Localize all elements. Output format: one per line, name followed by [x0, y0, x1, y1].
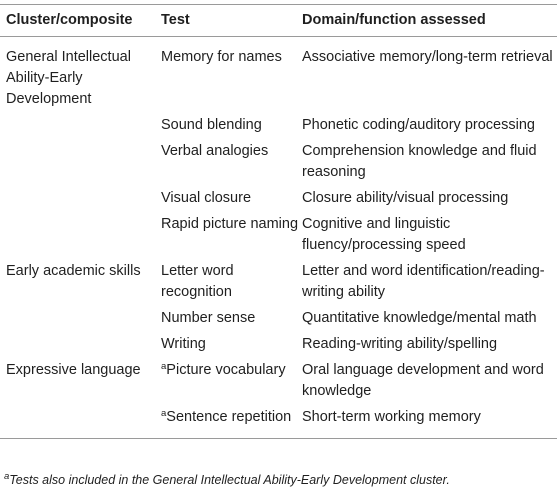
test-name: Rapid picture naming	[161, 216, 299, 232]
test-name: Memory for names	[161, 49, 282, 65]
cell-domain: Oral language development and word knowledge	[302, 362, 544, 399]
table-row	[0, 259, 557, 306]
table-row	[0, 306, 557, 332]
cell-domain: Reading-writing ability/spelling	[302, 336, 498, 352]
table-row	[0, 139, 557, 186]
header-cluster: Cluster/composite	[0, 5, 161, 37]
cell-cluster	[0, 332, 161, 358]
cell-test	[161, 306, 302, 332]
table-row	[0, 358, 557, 405]
footnote-text: Tests also included in the General Intellectual Ability-Early Development cluster.	[9, 473, 450, 487]
test-name: Letter word recognition	[161, 263, 234, 300]
cell-test	[161, 139, 302, 186]
table-row	[0, 37, 557, 114]
cell-cluster	[0, 186, 161, 212]
cell-test	[161, 37, 302, 114]
table-footnote	[4, 473, 450, 487]
cell-cluster: Expressive language	[6, 362, 141, 378]
cell-cluster: General Intellectual Ability-Early Development	[6, 49, 131, 107]
cell-cluster: Early academic skills	[6, 263, 141, 279]
cell-domain: Short-term working memory	[302, 405, 557, 439]
cell-test	[161, 332, 302, 358]
test-name: Sound blending	[161, 117, 262, 133]
cell-cluster	[0, 139, 161, 186]
cell-test	[161, 405, 302, 439]
cell-cluster	[0, 405, 161, 439]
table-row	[0, 405, 557, 439]
cell-domain: Quantitative knowledge/mental math	[302, 310, 537, 326]
table-row	[0, 186, 557, 212]
cell-cluster	[0, 113, 161, 139]
footnote-mark: a	[161, 361, 167, 372]
test-name: Sentence repetition	[166, 409, 292, 425]
cell-test	[161, 113, 302, 139]
test-name: Writing	[161, 336, 206, 352]
test-name: Verbal analogies	[161, 143, 269, 159]
header-test: Test	[161, 5, 302, 37]
footnote-mark: a	[161, 408, 167, 419]
cell-test	[161, 186, 302, 212]
cell-domain: Comprehension knowledge and fluid reasoning	[302, 143, 537, 180]
table-row	[0, 113, 557, 139]
cell-domain: Associative memory/long-term retrieval	[302, 49, 553, 65]
cell-domain: Phonetic coding/auditory processing	[302, 117, 535, 133]
cell-test	[161, 259, 302, 306]
assessment-table	[0, 4, 557, 439]
table-row	[0, 212, 557, 259]
cell-cluster	[0, 212, 161, 259]
cell-test	[161, 212, 302, 259]
header-row	[0, 5, 557, 37]
cell-domain: Letter and word identification/reading-writing ability	[302, 263, 545, 300]
test-name: Number sense	[161, 310, 256, 326]
test-name: Picture vocabulary	[166, 362, 286, 378]
table-row	[0, 332, 557, 358]
cell-domain: Closure ability/visual processing	[302, 190, 509, 206]
header-domain: Domain/function assessed	[302, 5, 557, 37]
cell-domain: Cognitive and linguistic fluency/processing speed	[302, 216, 466, 253]
cell-cluster	[0, 306, 161, 332]
footnote-mark: a	[4, 471, 10, 482]
test-name: Visual closure	[161, 190, 252, 206]
cell-test	[161, 358, 302, 405]
